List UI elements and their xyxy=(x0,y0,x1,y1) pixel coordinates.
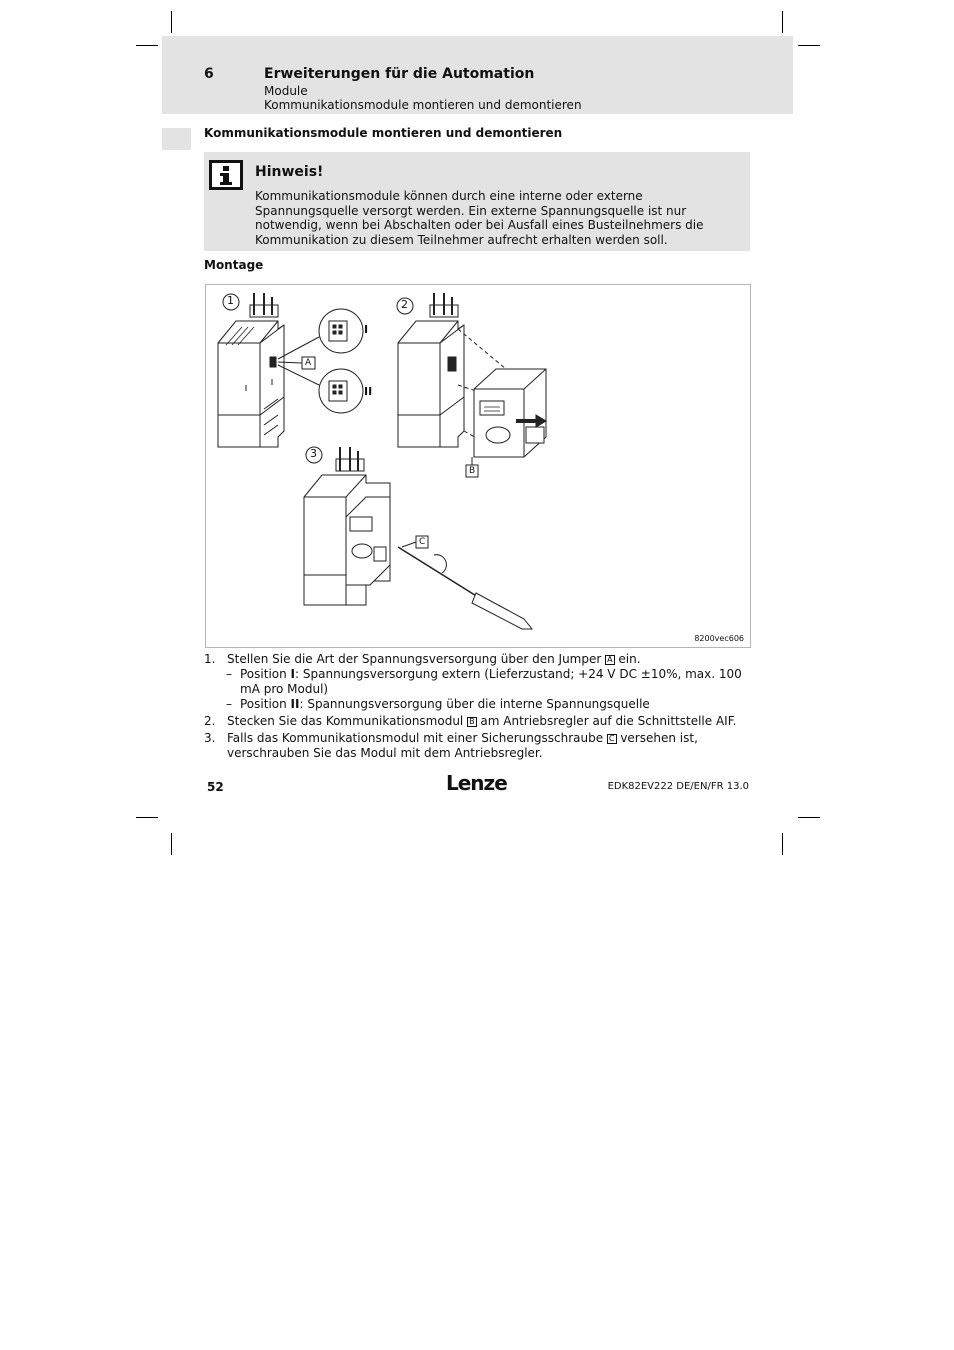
breadcrumb-section: Kommunikationsmodule montieren und demontieren xyxy=(264,98,582,112)
crop-mark xyxy=(798,817,820,818)
info-icon xyxy=(209,160,243,194)
jumper-label-i: I xyxy=(364,323,369,336)
ref-c: C xyxy=(608,734,615,743)
chapter-title: Erweiterungen für die Automation xyxy=(264,66,535,82)
ref-b: B xyxy=(469,717,475,726)
mounting-figure xyxy=(205,284,751,648)
subsection-title: Montage xyxy=(204,258,264,272)
ref-a: A xyxy=(607,655,613,664)
step-1-label: 1 xyxy=(227,294,234,307)
list-item: 3. Falls das Kommunikationsmodul mit einer Sicherungsschraube C versehen ist, verschrauben Sie das Modul mit dem Antriebsregler. xyxy=(204,731,698,760)
list-item: 1. Stellen Sie die Art der Spannungsversorgung über den Jumper A ein. xyxy=(204,652,641,666)
instruction-list xyxy=(204,650,750,761)
callout-a-label: A xyxy=(305,358,312,368)
drive-controller-2 xyxy=(398,293,464,447)
jumper-position-i-detail xyxy=(278,309,363,359)
list-subitem: – Position II: Spannungsversorgung über die interne Spannungsquelle xyxy=(226,697,650,711)
list-subitem: – Position I: Spannungsversorgung extern (Lieferzustand; +24 V DC ±10%, max. 100 mA pro Modul) xyxy=(226,667,742,696)
page-header xyxy=(162,36,793,114)
crop-mark xyxy=(171,833,172,855)
crop-mark xyxy=(136,817,158,818)
note-title: Hinweis! xyxy=(255,164,324,180)
callout-b-label: B xyxy=(469,466,476,476)
mounting-illustration xyxy=(206,285,750,647)
chapter-number: 6 xyxy=(204,66,214,82)
crop-mark xyxy=(798,45,820,46)
communication-module-b xyxy=(474,369,546,457)
step-2-label: 2 xyxy=(401,298,408,311)
crop-mark xyxy=(782,11,783,33)
figure-code: 8200vec606 xyxy=(694,634,744,643)
drive-controller-3 xyxy=(304,447,390,605)
margin-tab xyxy=(162,128,191,150)
page-number: 52 xyxy=(207,780,224,794)
breadcrumb-module: Module xyxy=(264,84,308,98)
list-item: 2. Stecken Sie das Kommunikationsmodul B am Antriebsregler auf die Schnittstelle AIF. xyxy=(204,714,737,728)
section-title: Kommunikationsmodule montieren und demontieren xyxy=(204,126,563,140)
crop-mark xyxy=(136,45,158,46)
lenze-logo: Lenze xyxy=(446,771,507,795)
drive-controller-1 xyxy=(218,293,284,447)
step-3-label: 3 xyxy=(310,447,317,460)
callout-c-label: C xyxy=(419,537,426,547)
note-box xyxy=(204,152,750,251)
crop-mark xyxy=(171,11,172,33)
jumper-label-ii: II xyxy=(364,385,373,398)
document-id: EDK82EV222 DE/EN/FR 13.0 xyxy=(607,781,749,792)
note-text: Kommunikationsmodule können durch eine interne oder externe Spannungsquelle versorgt werden. Ein externe Spannungsquelle ist nur notwendig, wenn bei Abschalten oder bei Ausfall eines Busteilnehmers die Kommunikation zu diesem Teilnehmer aufrecht erhalten werden soll. xyxy=(255,189,704,247)
jumper-position-ii-detail xyxy=(278,365,363,413)
screwdriver xyxy=(398,547,532,629)
crop-mark xyxy=(782,833,783,855)
